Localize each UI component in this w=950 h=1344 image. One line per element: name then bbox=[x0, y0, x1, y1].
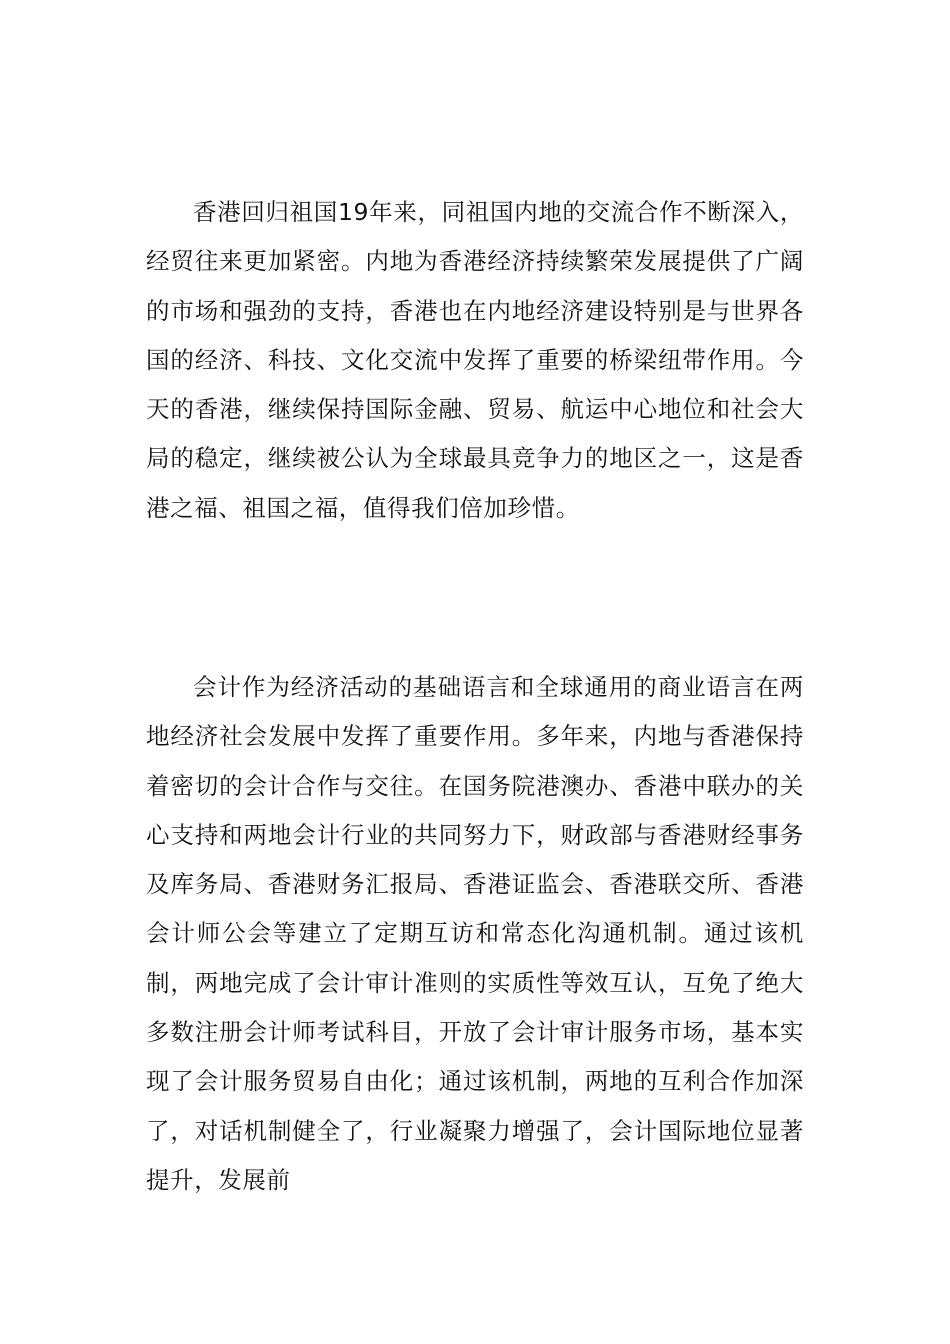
paragraph-accounting-cooperation: 会计作为经济活动的基础语言和全球通用的商业语言在两地经济社会发展中发挥了重要作用。多年来，内地与香港保持着密切的会计合作与交往。在国务院港澳办、香港中联办的关心支持和两地会计行业的共同努力下，财政部与香港财经事务及库务局、香港财务汇报局、香港证监会、香港联交所、香港会计师公会等建立了定期互访和常态化沟通机制。通过该机制，两地完成了会计审计准则的实质性等效互认，互免了绝大多数注册会计师考试科目，开放了会计审计服务市场，基本实现了会计服务贸易自由化；通过该机制，两地的互利合作加深了，对话机制健全了，行业凝聚力增强了，会计国际地位显著提升，发展前 bbox=[146, 673, 804, 1194]
paragraph-hong-kong-return: 香港回归祖国19年来，同祖国内地的交流合作不断深入，经贸往来更加紧密。内地为香港经济持续繁荣发展提供了广阔的市场和强劲的支持，香港也在内地经济建设特别是与世界各国的经济、科技、文化交流中发挥了重要的桥梁纽带作用。今天的香港，继续保持国际金融、贸易、航运中心地位和社会大局的稳定，继续被公认为全球最具竞争力的地区之一，这是香港之福、祖国之福，值得我们倍加珍惜。 bbox=[146, 198, 804, 522]
